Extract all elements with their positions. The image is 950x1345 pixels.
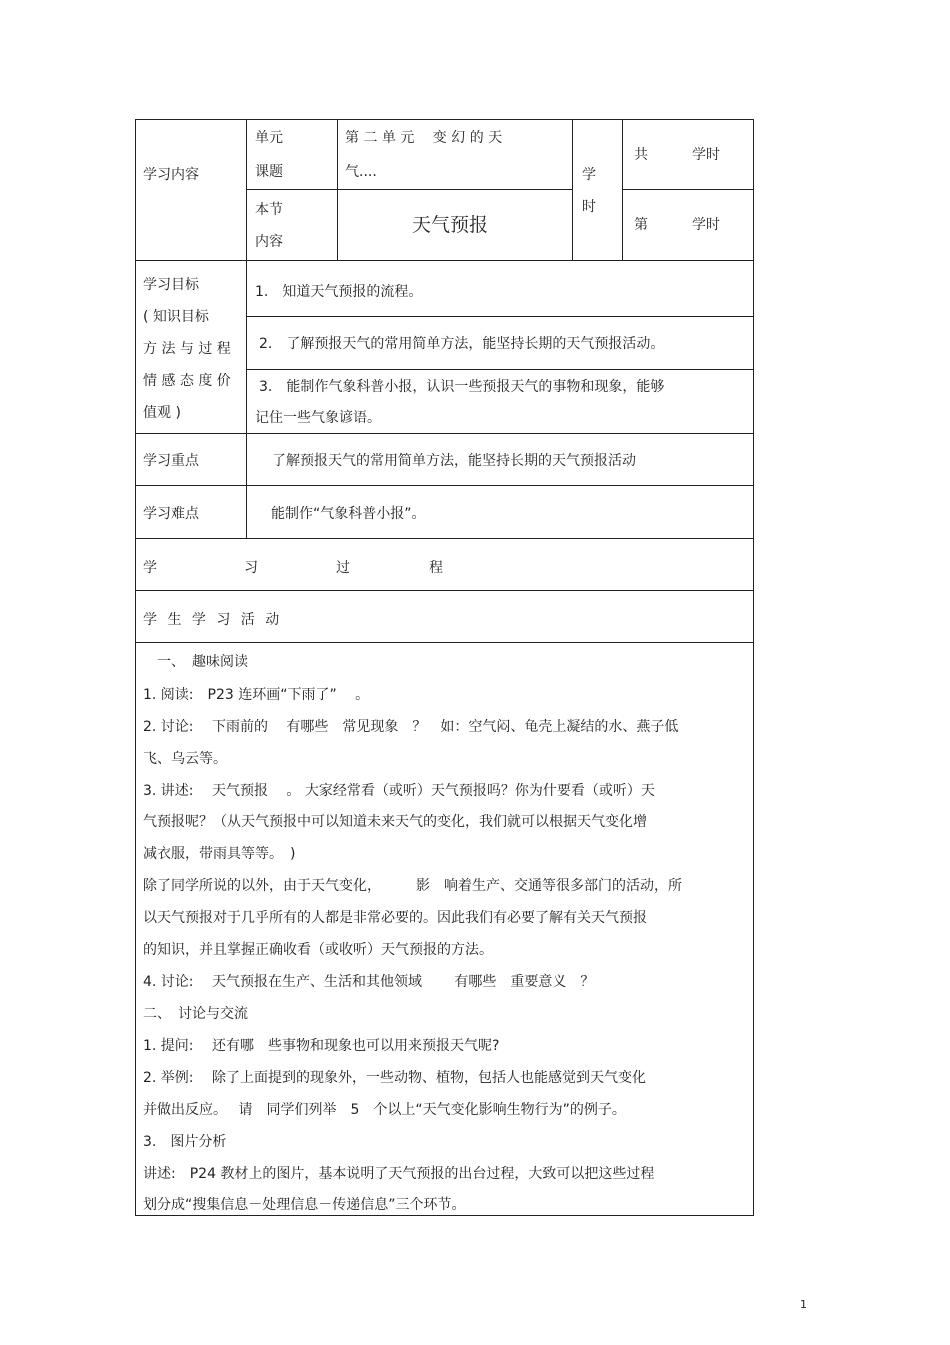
body-line: 4. 讨论: 天气预报在生产、生活和其他领域 有哪些 重要意义 ？	[143, 974, 595, 990]
activity-heading: 学 生 学 习 活 动	[143, 612, 283, 628]
body-line: 划分成“搜集信息－处理信息－传递信息”三个环节。	[143, 1197, 466, 1213]
body-line: 1. 提问: 还有哪 些事物和现象也可以用来预报天气呢?	[143, 1038, 500, 1054]
body-line: 的知识，并且掌握正确收看（或收听）天气预报的方法。	[143, 942, 493, 958]
body-line: 讲述: P24 教材上的图片，基本说明了天气预报的出台过程，大致可以把这些过程	[143, 1166, 655, 1182]
body-line: 减衣服，带雨具等等。 )	[143, 846, 296, 862]
process-heading-3: 过	[336, 560, 350, 576]
row-line-6	[135, 642, 754, 643]
table-left-border	[135, 119, 136, 1216]
body-line: 气预报呢？（从天气预报中可以知道未来天气的变化，我们就可以根据天气变化增	[143, 814, 647, 830]
table-bottom-border	[135, 1215, 754, 1216]
col-line-2	[337, 119, 338, 260]
unit-title-line-2: 气....	[345, 164, 377, 180]
objectives-label-4: 情 感 态 度 价	[143, 373, 231, 389]
table-top-border	[135, 119, 754, 120]
col-line-4	[622, 119, 623, 260]
benjie-label-1: 本节	[255, 202, 283, 218]
di-suffix: 学时	[692, 217, 720, 233]
body-line: 3. 图片分析	[143, 1134, 227, 1150]
xuexi-neirong-label: 学习内容	[143, 167, 199, 183]
col-line-1	[246, 119, 247, 538]
danyuan-label-1: 单元	[255, 130, 283, 146]
lesson-title: 天气预报	[412, 214, 489, 236]
col-line-3	[572, 119, 573, 260]
body-line: 二、 讨论与交流	[143, 1006, 248, 1022]
danyuan-label-2: 课题	[255, 164, 283, 180]
row-line-5	[135, 590, 754, 591]
body-line: 飞、乌云等。	[143, 751, 227, 767]
objective-item-3-cont: 记住一些气象谚语。	[255, 410, 381, 426]
page-number: 1	[800, 1298, 807, 1311]
gong-suffix: 学时	[692, 147, 720, 163]
row-line-2	[135, 433, 754, 434]
objective-line-2	[246, 369, 754, 370]
row-line-1	[135, 260, 754, 261]
body-line: 2. 举例: 除了上面提到的现象外，一些动物、植物，包括人也能感觉到天气变化	[143, 1070, 646, 1086]
gong-prefix: 共	[634, 147, 648, 163]
body-line: 以天气预报对于几乎所有的人都是非常必要的。因此我们有必要了解有关天气预报	[143, 910, 647, 926]
table-right-border	[753, 119, 754, 1216]
body-line: 2. 讨论: 下雨前的 有哪些 常见现象 ？ 如：空气闷、龟壳上凝结的水、燕子低	[143, 719, 679, 735]
objectives-label-3: 方 法 与 过 程	[143, 341, 231, 357]
row-line-4	[135, 538, 754, 539]
xueshi-char-2: 时	[582, 199, 596, 215]
objective-item-3: 3. 能制作气象科普小报，认识一些预报天气的事物和现象，能够	[259, 379, 665, 395]
process-heading-2: 习	[244, 560, 258, 576]
benjie-label-2: 内容	[255, 234, 283, 250]
xueshi-char-1: 学	[582, 167, 596, 183]
difficulty-label: 学习难点	[143, 506, 199, 522]
key-point-text: 了解预报天气的常用简单方法，能坚持长期的天气预报活动	[272, 453, 636, 469]
header-mid-line-left	[246, 189, 573, 190]
objective-item-2: 2. 了解预报天气的常用简单方法，能坚持长期的天气预报活动。	[259, 336, 665, 352]
process-heading-4: 程	[429, 560, 443, 576]
header-mid-line-right	[622, 189, 754, 190]
body-line: 除了同学所说的以外，由于天气变化， 影 响着生产、交通等很多部门的活动，所	[143, 878, 682, 894]
objective-item-1: 1. 知道天气预报的流程。	[255, 284, 423, 300]
objectives-label-1: 学习目标	[143, 277, 199, 293]
objectives-label-5: 值观 )	[143, 405, 181, 421]
objectives-label-2: ( 知识目标	[143, 309, 209, 325]
body-line: 一、 趣味阅读	[143, 654, 248, 670]
di-prefix: 第	[634, 217, 648, 233]
body-line: 并做出反应。 请 同学们列举 5 个以上“天气变化影响生物行为”的例子。	[143, 1102, 626, 1118]
body-line: 3. 讲述: 天气预报 。 大家经常看（或听）天气预报吗？你为什要看（或听）天	[143, 783, 655, 799]
difficulty-text: 能制作“气象科普小报”。	[271, 506, 426, 522]
objective-line-1	[246, 316, 754, 317]
row-line-3	[135, 485, 754, 486]
unit-title-line-1: 第 二 单 元 变 幻 的 天	[345, 130, 503, 146]
process-heading-1: 学	[143, 560, 157, 576]
body-line: 1. 阅读: P23 连环画“下雨了” 。	[143, 687, 370, 703]
key-point-label: 学习重点	[143, 453, 199, 469]
